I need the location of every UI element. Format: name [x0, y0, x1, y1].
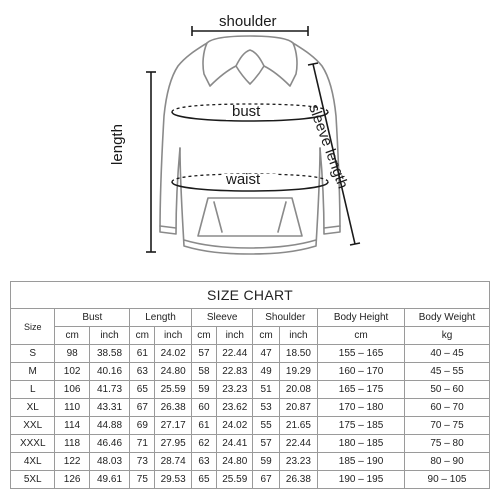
table-row: [11, 399, 490, 417]
unit-header: cm: [55, 327, 89, 345]
table-cell: 24.80: [217, 453, 253, 471]
table-cell: 80 – 90: [405, 453, 490, 471]
table-cell: 24.80: [155, 363, 191, 381]
table-cell: 59: [253, 453, 279, 471]
table-cell: 22.83: [217, 363, 253, 381]
size-cell: XL: [11, 399, 55, 417]
table-cell: 63: [130, 363, 155, 381]
table-row: [11, 453, 490, 471]
bust-label: bust: [232, 103, 261, 120]
table-cell: 110: [55, 399, 89, 417]
table-cell: 40.16: [89, 363, 129, 381]
table-cell: 98: [55, 345, 89, 363]
table-row: [11, 345, 490, 363]
table-cell: 165 – 175: [318, 381, 405, 399]
table-cell: 23.23: [217, 381, 253, 399]
table-row: [11, 471, 490, 489]
table-row: [11, 363, 490, 381]
table-cell: 55: [253, 417, 279, 435]
hoodie-outline: [160, 36, 340, 254]
sleeve-length-label: sleeve length: [305, 102, 352, 191]
table-cell: 67: [130, 399, 155, 417]
size-cell: S: [11, 345, 55, 363]
table-cell: 44.88: [89, 417, 129, 435]
length-header: Length: [130, 309, 192, 327]
table-cell: 24.41: [217, 435, 253, 453]
unit-header: kg: [405, 327, 490, 345]
table-cell: 27.17: [155, 417, 191, 435]
size-cell: XXL: [11, 417, 55, 435]
table-cell: 27.95: [155, 435, 191, 453]
table-cell: 118: [55, 435, 89, 453]
unit-header: inch: [89, 327, 129, 345]
table-cell: 69: [130, 417, 155, 435]
size-cell: 5XL: [11, 471, 55, 489]
table-cell: 41.73: [89, 381, 129, 399]
table-cell: 22.44: [279, 435, 317, 453]
table-cell: 75 – 80: [405, 435, 490, 453]
shoulder-label: shoulder: [219, 13, 277, 30]
table-cell: 43.31: [89, 399, 129, 417]
table-cell: 59: [191, 381, 216, 399]
table-cell: 46.46: [89, 435, 129, 453]
unit-header: cm: [253, 327, 279, 345]
table-cell: 51: [253, 381, 279, 399]
size-chart: [10, 281, 490, 489]
table-cell: 23.23: [279, 453, 317, 471]
table-cell: 67: [253, 471, 279, 489]
size-cell: XXXL: [11, 435, 55, 453]
bust-header: Bust: [55, 309, 130, 327]
table-cell: 155 – 165: [318, 345, 405, 363]
table-cell: 160 – 170: [318, 363, 405, 381]
table-cell: 175 – 185: [318, 417, 405, 435]
body-height-header: Body Height: [318, 309, 405, 327]
table-cell: 21.65: [279, 417, 317, 435]
table-cell: 71: [130, 435, 155, 453]
size-column-header: Size: [11, 309, 55, 345]
unit-header: cm: [318, 327, 405, 345]
shoulder-header: Shoulder: [253, 309, 318, 327]
table-cell: 65: [191, 471, 216, 489]
table-cell: 25.59: [217, 471, 253, 489]
table-cell: 90 – 105: [405, 471, 490, 489]
table-cell: 114: [55, 417, 89, 435]
table-cell: 70 – 75: [405, 417, 490, 435]
table-cell: 61: [130, 345, 155, 363]
table-cell: 75: [130, 471, 155, 489]
table-row: [11, 417, 490, 435]
table-cell: 28.74: [155, 453, 191, 471]
table-cell: 24.02: [155, 345, 191, 363]
table-row: [11, 435, 490, 453]
table-cell: 40 – 45: [405, 345, 490, 363]
table-cell: 60 – 70: [405, 399, 490, 417]
table-cell: 62: [191, 435, 216, 453]
table-cell: 26.38: [155, 399, 191, 417]
table-cell: 180 – 185: [318, 435, 405, 453]
size-cell: L: [11, 381, 55, 399]
table-cell: 190 – 195: [318, 471, 405, 489]
table-cell: 53: [253, 399, 279, 417]
table-cell: 57: [253, 435, 279, 453]
unit-header: inch: [279, 327, 317, 345]
table-cell: 126: [55, 471, 89, 489]
table-cell: 20.87: [279, 399, 317, 417]
table-cell: 38.58: [89, 345, 129, 363]
unit-header: inch: [155, 327, 191, 345]
table-cell: 19.29: [279, 363, 317, 381]
table-row: [11, 381, 490, 399]
chart-title: SIZE CHART: [11, 282, 490, 309]
length-label: length: [108, 124, 126, 165]
table-cell: 18.50: [279, 345, 317, 363]
table-cell: 20.08: [279, 381, 317, 399]
table-cell: 49.61: [89, 471, 129, 489]
table-cell: 122: [55, 453, 89, 471]
table-cell: 22.44: [217, 345, 253, 363]
table-cell: 24.02: [217, 417, 253, 435]
unit-header: cm: [191, 327, 216, 345]
table-cell: 23.62: [217, 399, 253, 417]
sleeve-header: Sleeve: [191, 309, 253, 327]
table-cell: 61: [191, 417, 216, 435]
table-cell: 25.59: [155, 381, 191, 399]
table-cell: 170 – 180: [318, 399, 405, 417]
table-cell: 106: [55, 381, 89, 399]
size-cell: 4XL: [11, 453, 55, 471]
table-cell: 50 – 60: [405, 381, 490, 399]
size-cell: M: [11, 363, 55, 381]
table-cell: 45 – 55: [405, 363, 490, 381]
table-cell: 73: [130, 453, 155, 471]
body-weight-header: Body Weight: [405, 309, 490, 327]
table-cell: 26.38: [279, 471, 317, 489]
table-cell: 47: [253, 345, 279, 363]
table-cell: 60: [191, 399, 216, 417]
size-chart-table: [10, 281, 490, 489]
unit-header: inch: [217, 327, 253, 345]
table-cell: 48.03: [89, 453, 129, 471]
table-cell: 49: [253, 363, 279, 381]
table-cell: 57: [191, 345, 216, 363]
table-cell: 58: [191, 363, 216, 381]
table-cell: 65: [130, 381, 155, 399]
table-cell: 63: [191, 453, 216, 471]
table-cell: 185 – 190: [318, 453, 405, 471]
waist-label: waist: [226, 171, 261, 188]
table-cell: 29.53: [155, 471, 191, 489]
unit-header: cm: [130, 327, 155, 345]
table-cell: 102: [55, 363, 89, 381]
